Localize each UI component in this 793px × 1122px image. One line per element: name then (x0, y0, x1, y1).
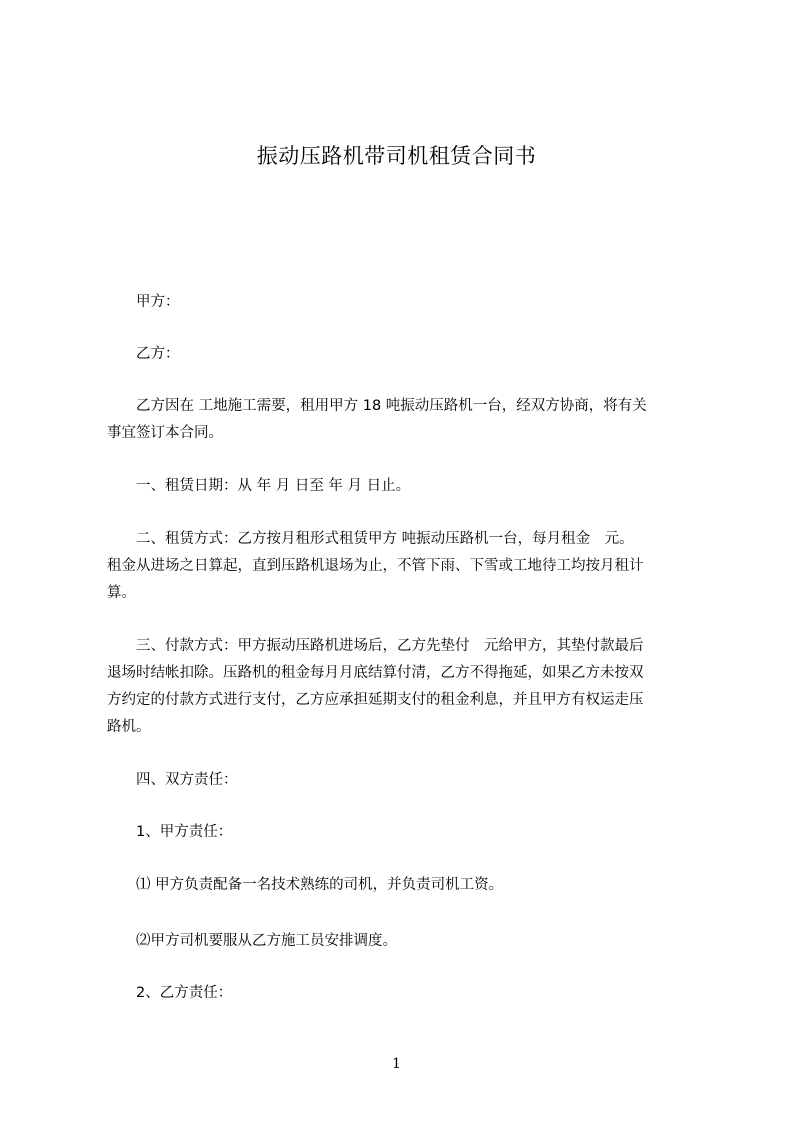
intro-paragraph (107, 393, 707, 447)
clause-rental-method (107, 526, 707, 607)
clause-line: 三、付款方式：甲方振动压路机进场后，乙方先垫付 元给甲方，其垫付款最后 (136, 638, 644, 654)
party-a-item-2: ⑵甲方司机要服从乙方施工员安排调度。 (136, 933, 397, 949)
clause-line: 方约定的付款方式进行支付，乙方应承担延期支付的租金利息，并且甲方有权运走压 (107, 692, 644, 708)
clause-line: 退场时结帐扣除。压路机的租金每月月底结算付清，乙方不得拖延，如果乙方未按双 (107, 665, 644, 681)
clause-responsibilities: 四、双方责任： (136, 772, 238, 788)
page-number: 1 (392, 1056, 401, 1072)
clause-payment-method (107, 633, 707, 741)
party-b-responsibility-heading: 2、乙方责任： (136, 985, 233, 1001)
document-title: 振动压路机带司机租赁合同书 (256, 144, 537, 168)
clause-line: 二、租赁方式：乙方按月租形式租赁甲方 吨振动压路机一台，每月租金 元。 (136, 531, 634, 547)
party-a-item-1: ⑴ 甲方负责配备一名技术熟练的司机，并负责司机工资。 (136, 877, 504, 893)
intro-line: 事宜签订本合同。 (107, 425, 223, 441)
clause-line: 路机。 (107, 719, 151, 735)
party-a-label: 甲方： (136, 294, 180, 310)
party-a-responsibility-heading: 1、甲方责任： (136, 824, 233, 840)
party-b-label: 乙方： (136, 346, 180, 362)
clause-rental-period: 一、租赁日期：从 年 月 日至 年 月 日止。 (136, 478, 411, 494)
intro-line: 乙方因在 工地施工需要，租用甲方 18 吨振动压路机一台，经双方协商，将有关 (136, 398, 647, 414)
clause-line: 算。 (107, 585, 136, 601)
clause-line: 租金从进场之日算起，直到压路机退场为止，不管下雨、下雪或工地待工均按月租计 (107, 558, 644, 574)
